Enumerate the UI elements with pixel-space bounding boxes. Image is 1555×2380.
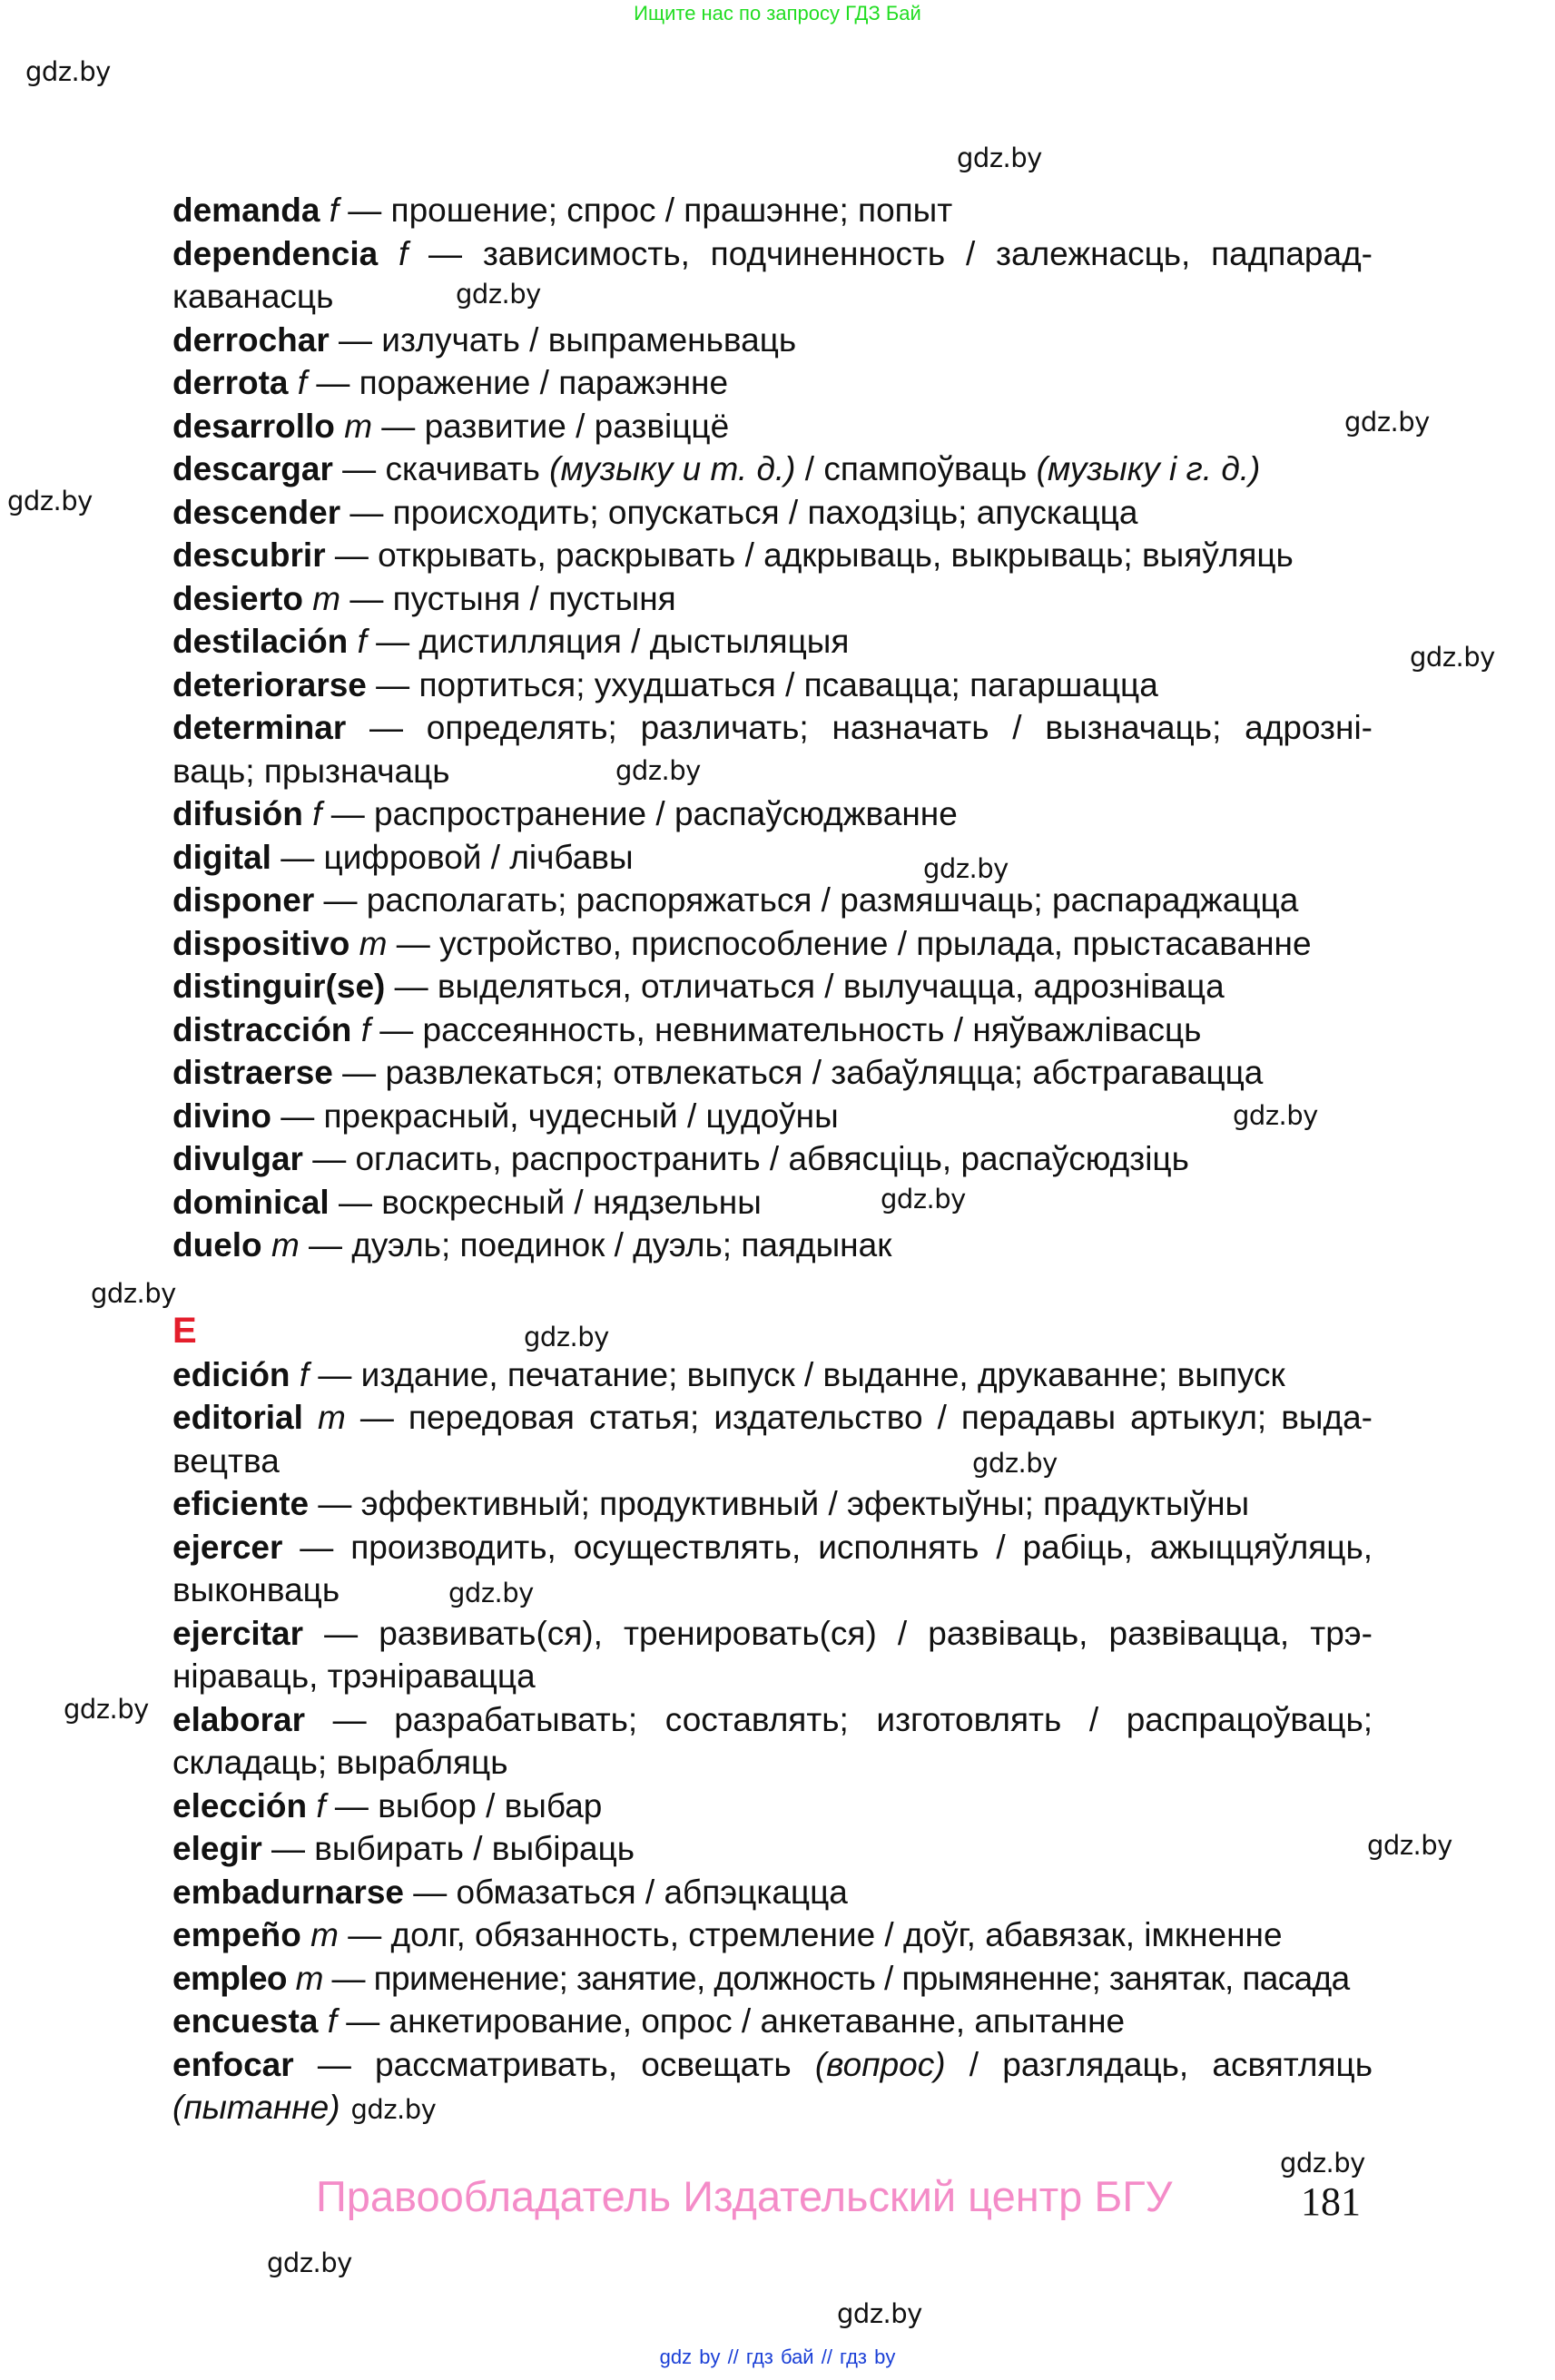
watermark: gdz.by [1367,1830,1452,1861]
translation: — выбор / выбар [325,1786,603,1824]
headword: distinguir(se) [172,968,386,1005]
translation: — излучать / выпраменьваць [329,320,797,359]
headword: edición [172,1355,290,1393]
watermark: gdz.by [1344,407,1430,438]
gender-tag: f [329,192,339,229]
headword: disponer [172,881,315,919]
dictionary-entry [172,319,1373,362]
dictionary-entry [172,792,1373,836]
headword: dispositivo [172,924,350,962]
headword: encuesta [172,2002,319,2040]
gender-tag: m [344,407,373,445]
entry-continuation [172,1655,1373,1698]
translation: — производить, осуществлять, исполнять / рабіць, ажыццяўляць, [282,1528,1373,1566]
translation: — анкетирование, опрос / анкетаванне, апытанне [336,2002,1126,2040]
watermark: gdz.by [1280,2148,1365,2178]
headword: descargar [172,450,333,487]
section-gap [172,1267,1373,1311]
translation-continued: складаць; вырабляць [172,1744,508,1781]
watermark: gdz.by [350,2094,437,2125]
watermark: gdz.by [923,853,1009,884]
translation-continued: ніраваць, трэніравацца [172,1657,536,1695]
dictionary-entry [172,1913,1373,1957]
usage-note: (пытанне) [172,2089,340,2126]
bottom-banner[interactable]: gdz by // гдз бай // гдз by [659,2346,896,2368]
dictionary-entry [172,1612,1373,1656]
dictionary-entry [172,2000,1373,2043]
translation-continued: ваць; прызначаць [172,752,450,790]
watermark: gdz.by [7,486,93,516]
dictionary-entry [172,1827,1373,1871]
gender-tag: f [316,1786,326,1824]
watermark: gdz.by [837,2298,922,2329]
translation: — устройство, приспособление / прылада, прыстасаванне [387,924,1312,962]
gender-tag: m [310,1916,339,1953]
gender-tag: f [312,795,322,832]
dictionary-entry [172,1482,1373,1526]
headword: determinar [172,709,347,746]
gender-tag: f [299,1355,310,1393]
entry-continuation [172,2086,1373,2129]
dictionary-entry [172,1008,1373,1052]
translation: — эффективный; продуктивный / эфектыўны; прадуктыўны [309,1485,1250,1522]
headword: divino [172,1097,271,1135]
dictionary-entry [172,1137,1373,1181]
top-banner[interactable]: Ищите нас по запросу ГДЗ Бай [634,2,921,25]
translation: — выбирать / выбіраць [261,1830,635,1867]
headword: digital [172,838,271,876]
watermark: gdz.by [64,1694,149,1725]
translation: — происходить; опускаться / паходзіць; апускацца [340,493,1138,531]
gender-tag: f [327,2002,337,2040]
headword: editorial [172,1399,303,1436]
gender-tag: f [398,234,408,272]
translation: — развлекаться; отвлекаться / забаўляцца; абстрагавацца [332,1054,1264,1091]
copyright-notice: Правообладатель Издательский центр БГУ [316,2172,1173,2220]
headword: ejercer [172,1528,283,1566]
dictionary-entry [172,1785,1373,1828]
entry-continuation [172,1569,1373,1612]
translation: — цифровой / лічбавы [271,838,634,876]
translation: — поражение / паражэнне [307,364,729,401]
watermark: gdz.by [957,143,1042,173]
translation-continued: вецтва [172,1441,280,1480]
watermark: gdz.by [615,755,701,786]
dictionary-entry [172,447,1373,491]
dictionary-entry [172,1871,1373,1914]
dictionary-entry [172,1353,1373,1397]
translation: — зависимость, подчиненность / залежнасць, падпарад- [408,234,1373,272]
dictionary-entry [172,836,1373,880]
gender-tag: f [360,1010,370,1048]
headword: divulgar [172,1140,303,1177]
headword: elaborar [172,1700,306,1738]
headword: demanda [172,192,320,229]
dictionary-entry [172,1396,1373,1440]
dictionary-entry [172,534,1373,577]
dictionary-entry [172,1181,1373,1224]
watermark: gdz.by [25,56,111,87]
watermark: gdz.by [524,1322,609,1352]
headword: embadurnarse [172,1873,404,1911]
watermark: gdz.by [1410,642,1495,673]
headword: duelo [172,1226,262,1264]
dictionary-content [172,189,1373,2129]
translation: — открывать, раскрывать / адкрываць, выкрываць; выяўляць [325,536,1294,574]
gender-tag: m [271,1226,300,1264]
translation: — пустыня / пустыня [340,579,676,617]
headword: empleo [172,1959,287,1997]
translation: — развивать(ся), тренировать(ся) / развіваць, развівацца, трэ- [303,1614,1373,1652]
headword: elección [172,1786,308,1824]
dictionary-entry [172,1095,1373,1138]
translation-continued: выконваць [172,1571,340,1608]
translation: / разглядаць, асвятляць [945,2045,1373,2083]
translation: — скачивать [332,450,550,487]
headword: difusión [172,795,303,832]
watermark: gdz.by [267,2247,352,2278]
dictionary-entry [172,2043,1373,2087]
translation: — рассеянность, невнимательность / няўважлівасць [369,1010,1202,1048]
dictionary-entry [172,1526,1373,1569]
gender-tag: m [312,579,341,617]
headword: empeño [172,1916,301,1953]
translation: — выделяться, отличаться / вылучацца, адрозніваца [385,968,1225,1005]
dictionary-entry [172,1051,1373,1095]
translation: — определять; различать; назначать / вызначаць; адрозні- [346,709,1373,746]
translation: — издание, печатание; выпуск / выданне, друкаванне; выпуск [309,1355,1285,1393]
translation: — применение; занятие, должность / прымяненне; занятак, пасада [322,1959,1350,1997]
entry-continuation [172,1741,1373,1785]
headword: ejercitar [172,1614,303,1652]
section-letter: E [172,1311,197,1351]
watermark: gdz.by [881,1184,966,1215]
headword: descubrir [172,536,326,574]
headword: enfocar [172,2045,294,2083]
dictionary-entry [172,965,1373,1008]
headword: distracción [172,1010,352,1048]
translation: — обмазаться / абпэцкацца [404,1873,848,1911]
watermark: gdz.by [456,279,541,310]
gender-tag: m [359,924,388,962]
dictionary-entry [172,620,1373,664]
translation: — дистилляция / дыстыляцыя [366,623,850,660]
headword: eficiente [172,1485,310,1522]
headword: destilación [172,623,349,660]
translation-continued: каванасць [172,278,334,315]
gender-tag: f [357,623,367,660]
translation: — прошение; спрос / прашэнне; попыт [339,192,953,229]
dictionary-entry [172,189,1373,232]
entry-continuation [172,750,1373,793]
dictionary-entry [172,706,1373,750]
headword: derrota [172,364,289,401]
translation: — прекрасный, чудесный / цудоўны [271,1097,839,1135]
translation: — распространение / распаўсюджванне [321,795,958,832]
translation: — развитие / развіццё [372,407,730,445]
usage-note: (музыку и т. д.) [549,450,796,487]
translation: — дуэль; поединок / дуэль; паядынак [299,1226,892,1264]
entry-continuation [172,1440,1373,1483]
dictionary-entry [172,922,1373,966]
headword: desarrollo [172,407,335,445]
gender-tag: m [295,1959,323,1997]
headword: derrochar [172,320,330,359]
dictionary-entry [172,1957,1373,2001]
watermark: gdz.by [1233,1100,1318,1131]
dictionary-entry [172,232,1373,276]
translation: / спампоўваць [795,450,1037,487]
watermark: gdz.by [972,1448,1058,1479]
dictionary-entry [172,664,1373,707]
watermark: gdz.by [91,1278,176,1309]
headword: deteriorarse [172,665,367,703]
dictionary-entry [172,491,1373,535]
translation: — разрабатывать; составлять; изготовлять / распрацоўваць; [305,1700,1373,1738]
usage-note: (вопрос) [814,2045,946,2083]
translation: — портиться; ухудшаться / псавацца; пагаршацца [366,665,1158,703]
translation: — долг, обязанность, стремление / доўг, абавязак, імкненне [338,1916,1283,1953]
watermark: gdz.by [448,1578,534,1608]
headword: elegir [172,1830,262,1867]
dictionary-entry [172,577,1373,621]
translation: — передовая статья; издательство / перадавы артыкул; выда- [345,1399,1373,1436]
headword: dependencia [172,234,379,272]
dictionary-entry [172,1224,1373,1267]
gender-tag: m [317,1399,346,1436]
usage-note: (музыку і г. д.) [1036,450,1261,487]
headword: dominical [172,1183,330,1221]
gender-tag: f [297,364,308,401]
dictionary-entry [172,405,1373,448]
dictionary-entry [172,1698,1373,1742]
translation: — располагать; распоряжаться / размяшчаць; распараджацца [314,881,1299,919]
headword: distraerse [172,1054,333,1091]
page-number: 181 [1301,2179,1361,2224]
entry-continuation [172,275,1373,319]
dictionary-entry [172,879,1373,922]
translation: — огласить, распространить / абвясціць, распаўсюдзіць [302,1140,1189,1177]
dictionary-entry [172,361,1373,405]
headword: desierto [172,579,303,617]
translation: — воскресный / нядзельны [329,1183,762,1221]
headword: descender [172,493,341,531]
translation: — рассматривать, освещать [293,2045,815,2083]
